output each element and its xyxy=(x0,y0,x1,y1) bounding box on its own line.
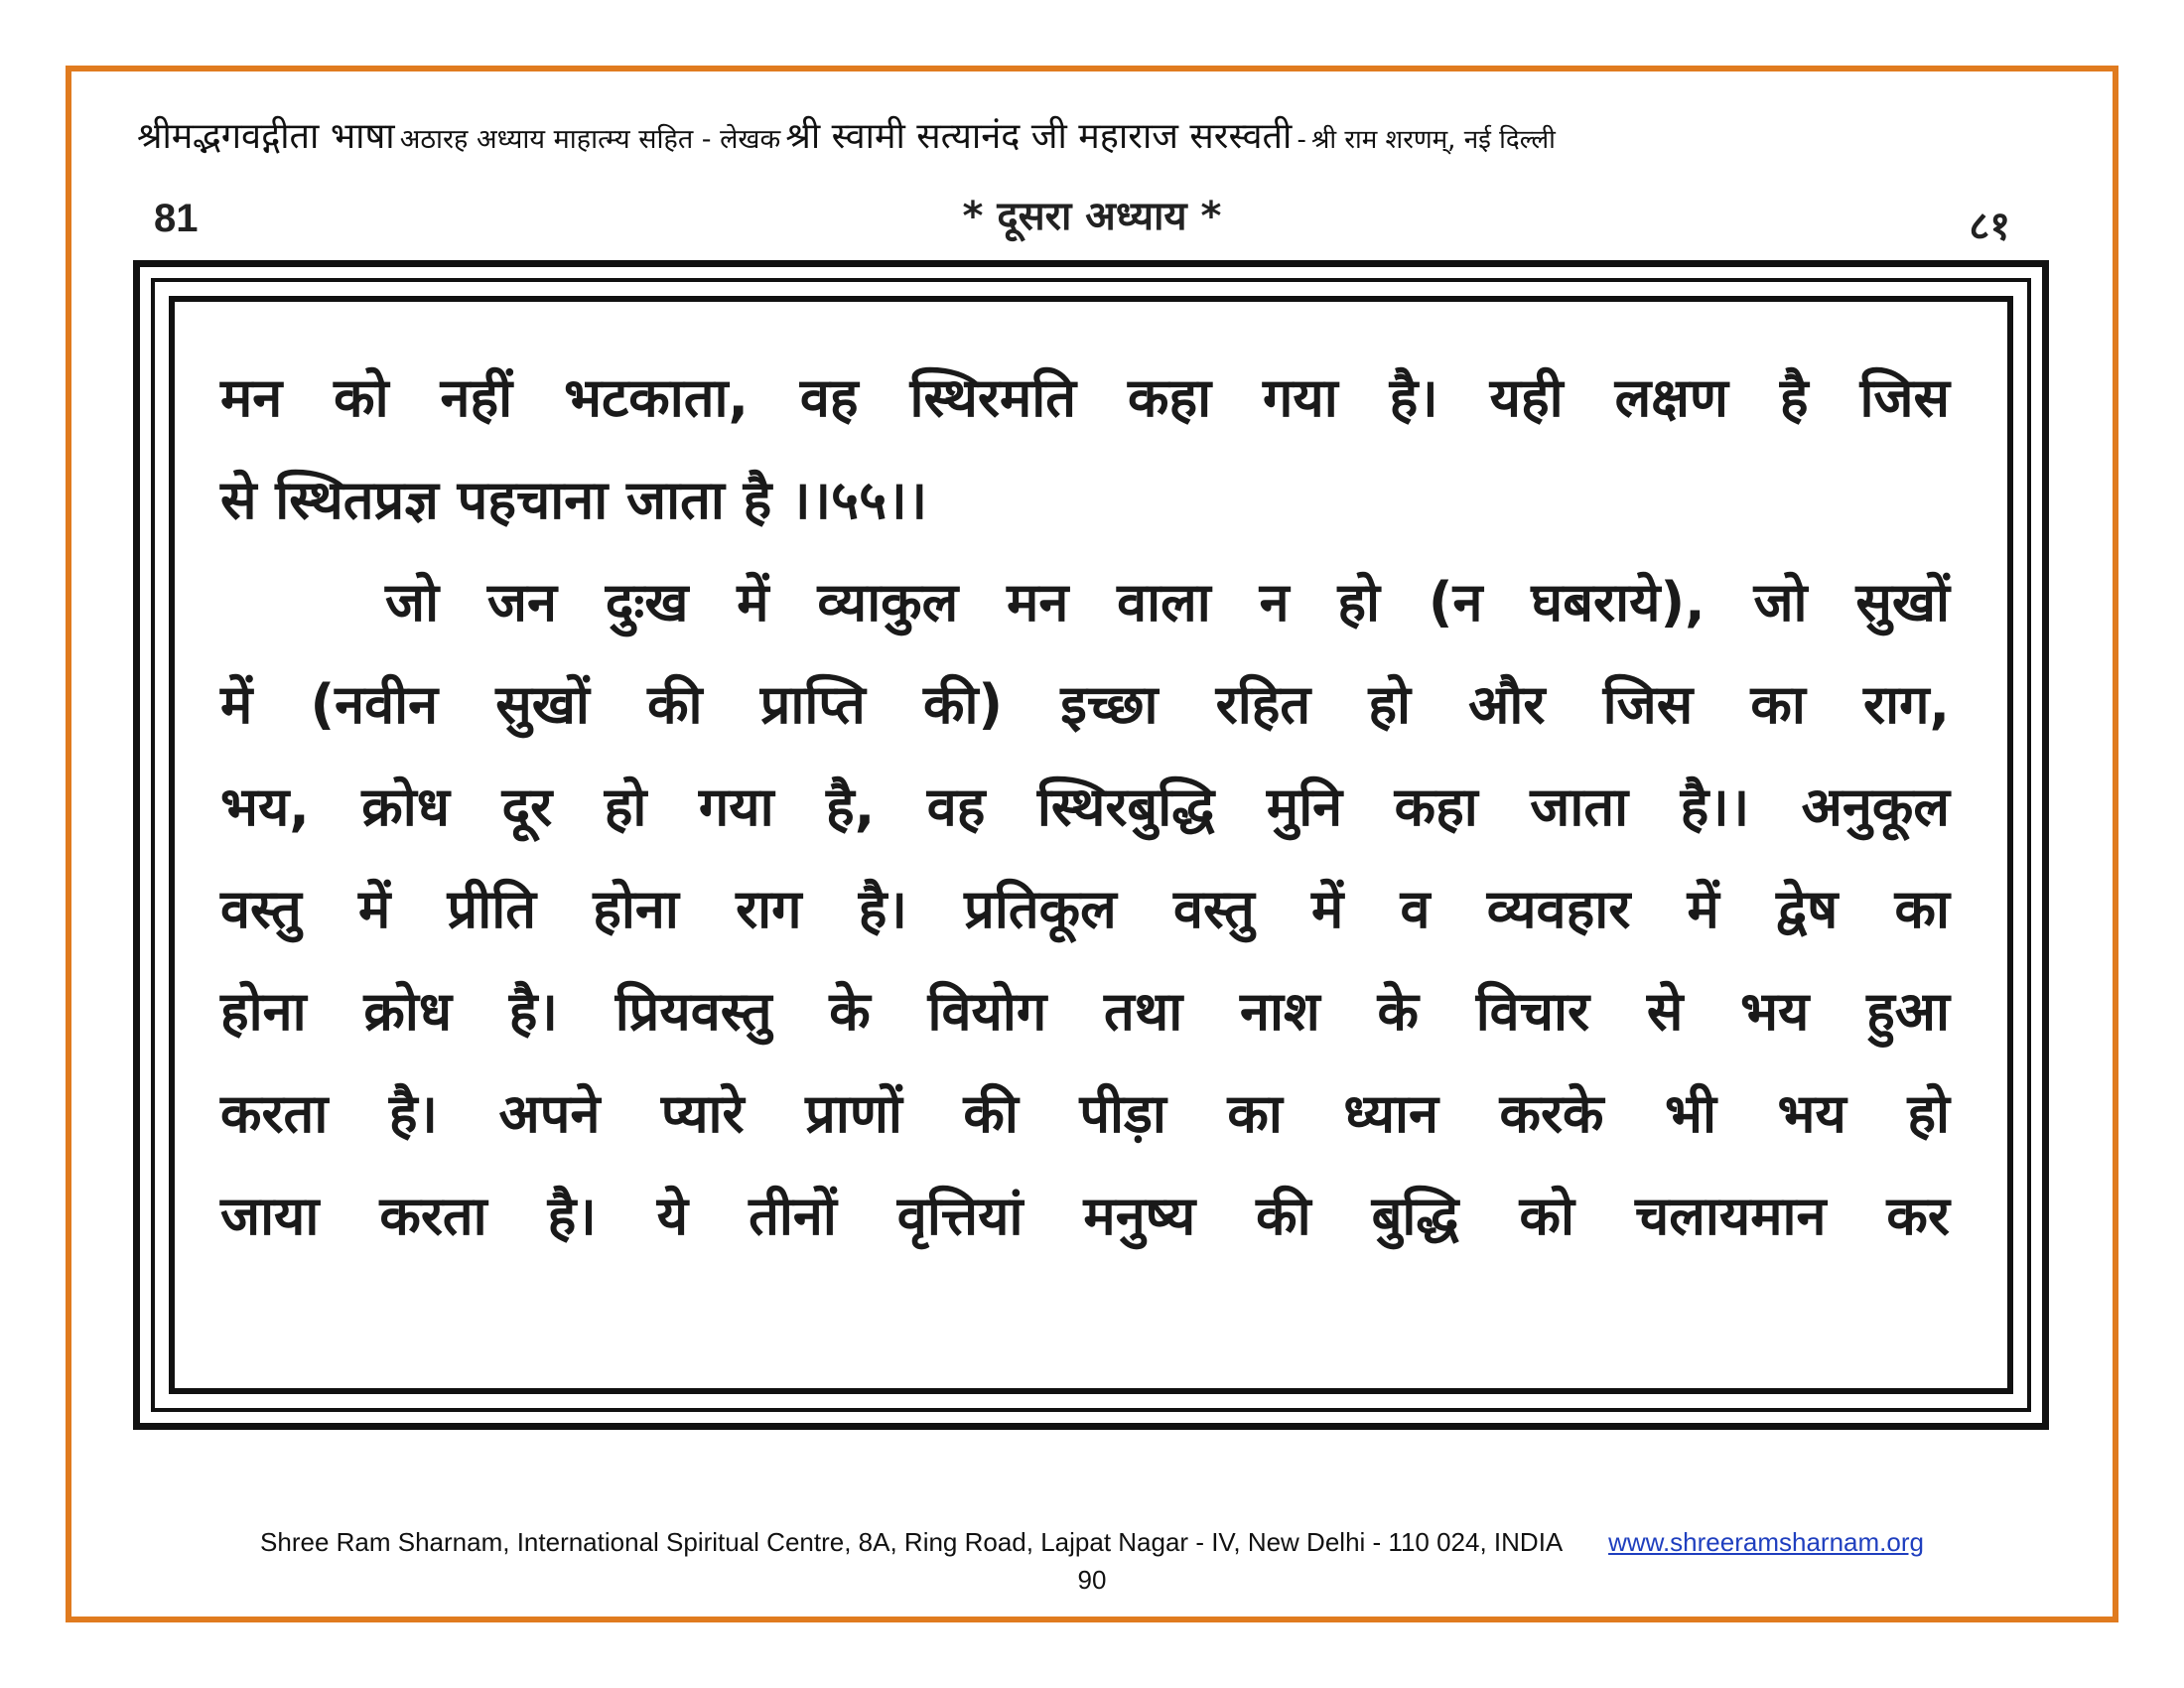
book-subtitle: अठारह अध्याय माहात्म्य सहित - लेखक xyxy=(399,124,781,155)
text-line: जाया करता है। ये तीनों वृत्तियां मनुष्य की बुद्धि को चलायमान कर xyxy=(220,1185,1950,1247)
running-header xyxy=(137,116,2063,157)
footer-page-number: 90 xyxy=(1077,1565,1107,1595)
text-line: होना क्रोध है। प्रियवस्तु के वियोग तथा नाश के विचार से भय हुआ xyxy=(220,980,1950,1043)
text-line: भय, क्रोध दूर हो गया है, वह स्थिरबुद्धि मुनि कहा जाता है।। अनुकूल xyxy=(220,775,1950,838)
scripture-text xyxy=(220,363,1950,1284)
website-link[interactable]: www.shreeramsharnam.org xyxy=(1608,1527,1924,1557)
publisher-name: श्री राम शरणम्, नई दिल्ली xyxy=(1310,125,1556,155)
book-title: श्रीमद्भगवद्गीता भाषा xyxy=(137,116,395,157)
footer-address: Shree Ram Sharnam, International Spiritual Centre, 8A, Ring Road, Lajpat Nagar - IV, New Delhi - 110 024, INDIA xyxy=(260,1527,1562,1557)
text-line: मन को नहीं भटकाता, वह स्थिरमति कहा गया है। यही लक्षण है जिस xyxy=(220,366,1950,429)
text-line: जो जन दुःख में व्याकुल मन वाला न हो (न घबराये), जो सुखों xyxy=(385,571,1950,633)
scan-page-number-devanagari: ८१ xyxy=(1969,204,2010,249)
footer xyxy=(0,1527,2184,1558)
text-line: में (नवीन सुखों की प्राप्ति की) इच्छा रहित हो और जिस का राग, xyxy=(220,673,1950,736)
header-separator: - xyxy=(1297,125,1306,155)
chapter-title: * दूसरा अध्याय * xyxy=(962,194,1222,239)
text-line: वस्तु में प्रीति होना राग है। प्रतिकूल वस्तु में व व्यवहार में द्वेष का xyxy=(220,878,1950,940)
scan-page-number-latin: 81 xyxy=(154,197,199,240)
text-line: से स्थितप्रज्ञ पहचाना जाता है ।।५५।। xyxy=(220,469,928,531)
author-name: श्री स्वामी सत्यानंद जी महाराज सरस्वती xyxy=(785,116,1293,157)
text-line: करता है। अपने प्यारे प्राणों की पीड़ा का ध्यान करके भी भय हो xyxy=(220,1082,1950,1145)
